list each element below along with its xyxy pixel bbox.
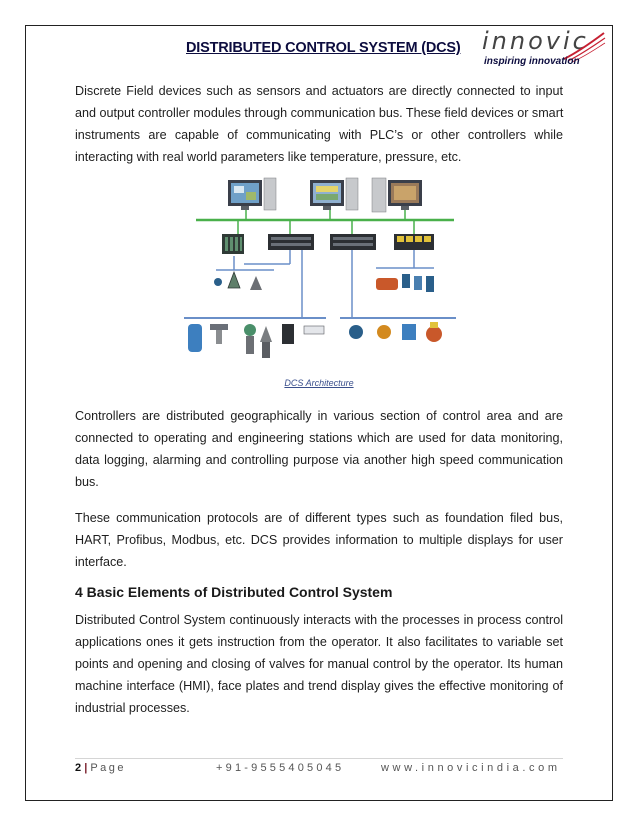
page-indicator (75, 762, 126, 774)
pressure-gauge-icon (244, 324, 256, 336)
logo-wordmark: innovic (482, 27, 589, 55)
protocols-paragraph (75, 507, 563, 573)
paragraph-line: interacting with real world parameters like temperature, pressure, etc. (75, 150, 462, 164)
footer-website: www.innovicindia.com (381, 762, 561, 774)
paragraph-line: HART, Profibus, Modbus, etc. DCS provides information to multiple displays for user (75, 533, 563, 547)
page-word: Page (90, 762, 127, 774)
page-footer (75, 762, 563, 778)
pump-icon (377, 325, 391, 339)
dcs-architecture-figure (180, 172, 460, 372)
operator-station-1 (228, 178, 276, 210)
paragraph-line: Distributed Control System continuously interacts with the processes in process control (75, 613, 563, 627)
logo-tagline: inspiring innovation (484, 56, 580, 67)
paragraph-line: connected to operating and engineering stations which are used for data monitoring, (75, 431, 563, 445)
valve-actuator-icon (228, 272, 240, 288)
controller-rack-3 (330, 234, 376, 250)
analyzer-icon (402, 324, 416, 340)
paragraph-line: interface. (75, 555, 127, 569)
paragraph-line: applications ones it gets instruction from the operator. It also facilitates to variable set (75, 635, 563, 649)
figure-caption: DCS Architecture (284, 378, 354, 388)
sensor-icon (214, 278, 222, 286)
document-title: DISTRIBUTED CONTROL SYSTEM (DCS) (186, 40, 461, 56)
footer-phone: +91-9555405045 (216, 762, 345, 774)
section-heading: 4 Basic Elements of Distributed Control System (75, 584, 393, 600)
paragraph-line: and output controller modules through communication bus. These field devices or smart (75, 106, 564, 120)
controller-rack-1 (222, 234, 244, 254)
paragraph-line: machine interface (HMI), face plates and trend display gives the effective monitoring of (75, 679, 563, 693)
page-number: 2 (75, 762, 82, 774)
paragraph-line: These communication protocols are of different types such as foundation filed bus, (75, 511, 563, 525)
motor-icon (349, 325, 363, 339)
paragraph-line: industrial processes. (75, 701, 190, 715)
controller-rack-4 (394, 234, 434, 250)
control-valve-icon (260, 326, 272, 342)
transmitter-icon (188, 324, 202, 352)
elements-paragraph (75, 609, 563, 719)
paragraph-line: instruments are capable of communicating with PLC’s or other controllers while (75, 128, 563, 142)
footer-divider (75, 758, 563, 759)
intro-paragraph (75, 80, 563, 168)
controller-rack-2 (268, 234, 314, 250)
paragraph-line: data logging, alarming and controlling purpose via another high speed communication (75, 453, 563, 467)
drive-icon (426, 326, 442, 342)
innovic-logo (470, 27, 610, 71)
paragraph-line: bus. (75, 475, 99, 489)
controllers-paragraph (75, 405, 563, 493)
motor-actuator-icon (376, 278, 398, 290)
io-module-icon (282, 324, 294, 344)
paragraph-line: Controllers are distributed geographically in various section of control area and are (75, 409, 563, 423)
paragraph-line: Discrete Field devices such as sensors and actuators are directly connected to input (75, 84, 563, 98)
paragraph-line: points and opening and closing of valves for manual control by the operator. Its human (75, 657, 563, 671)
pipe-sensor-icon (210, 324, 228, 330)
page-separator: | (84, 762, 88, 774)
operator-station-2 (310, 178, 358, 210)
display-unit-icon (304, 326, 324, 334)
operator-station-3 (372, 178, 422, 212)
flow-meter-icon (250, 276, 262, 290)
